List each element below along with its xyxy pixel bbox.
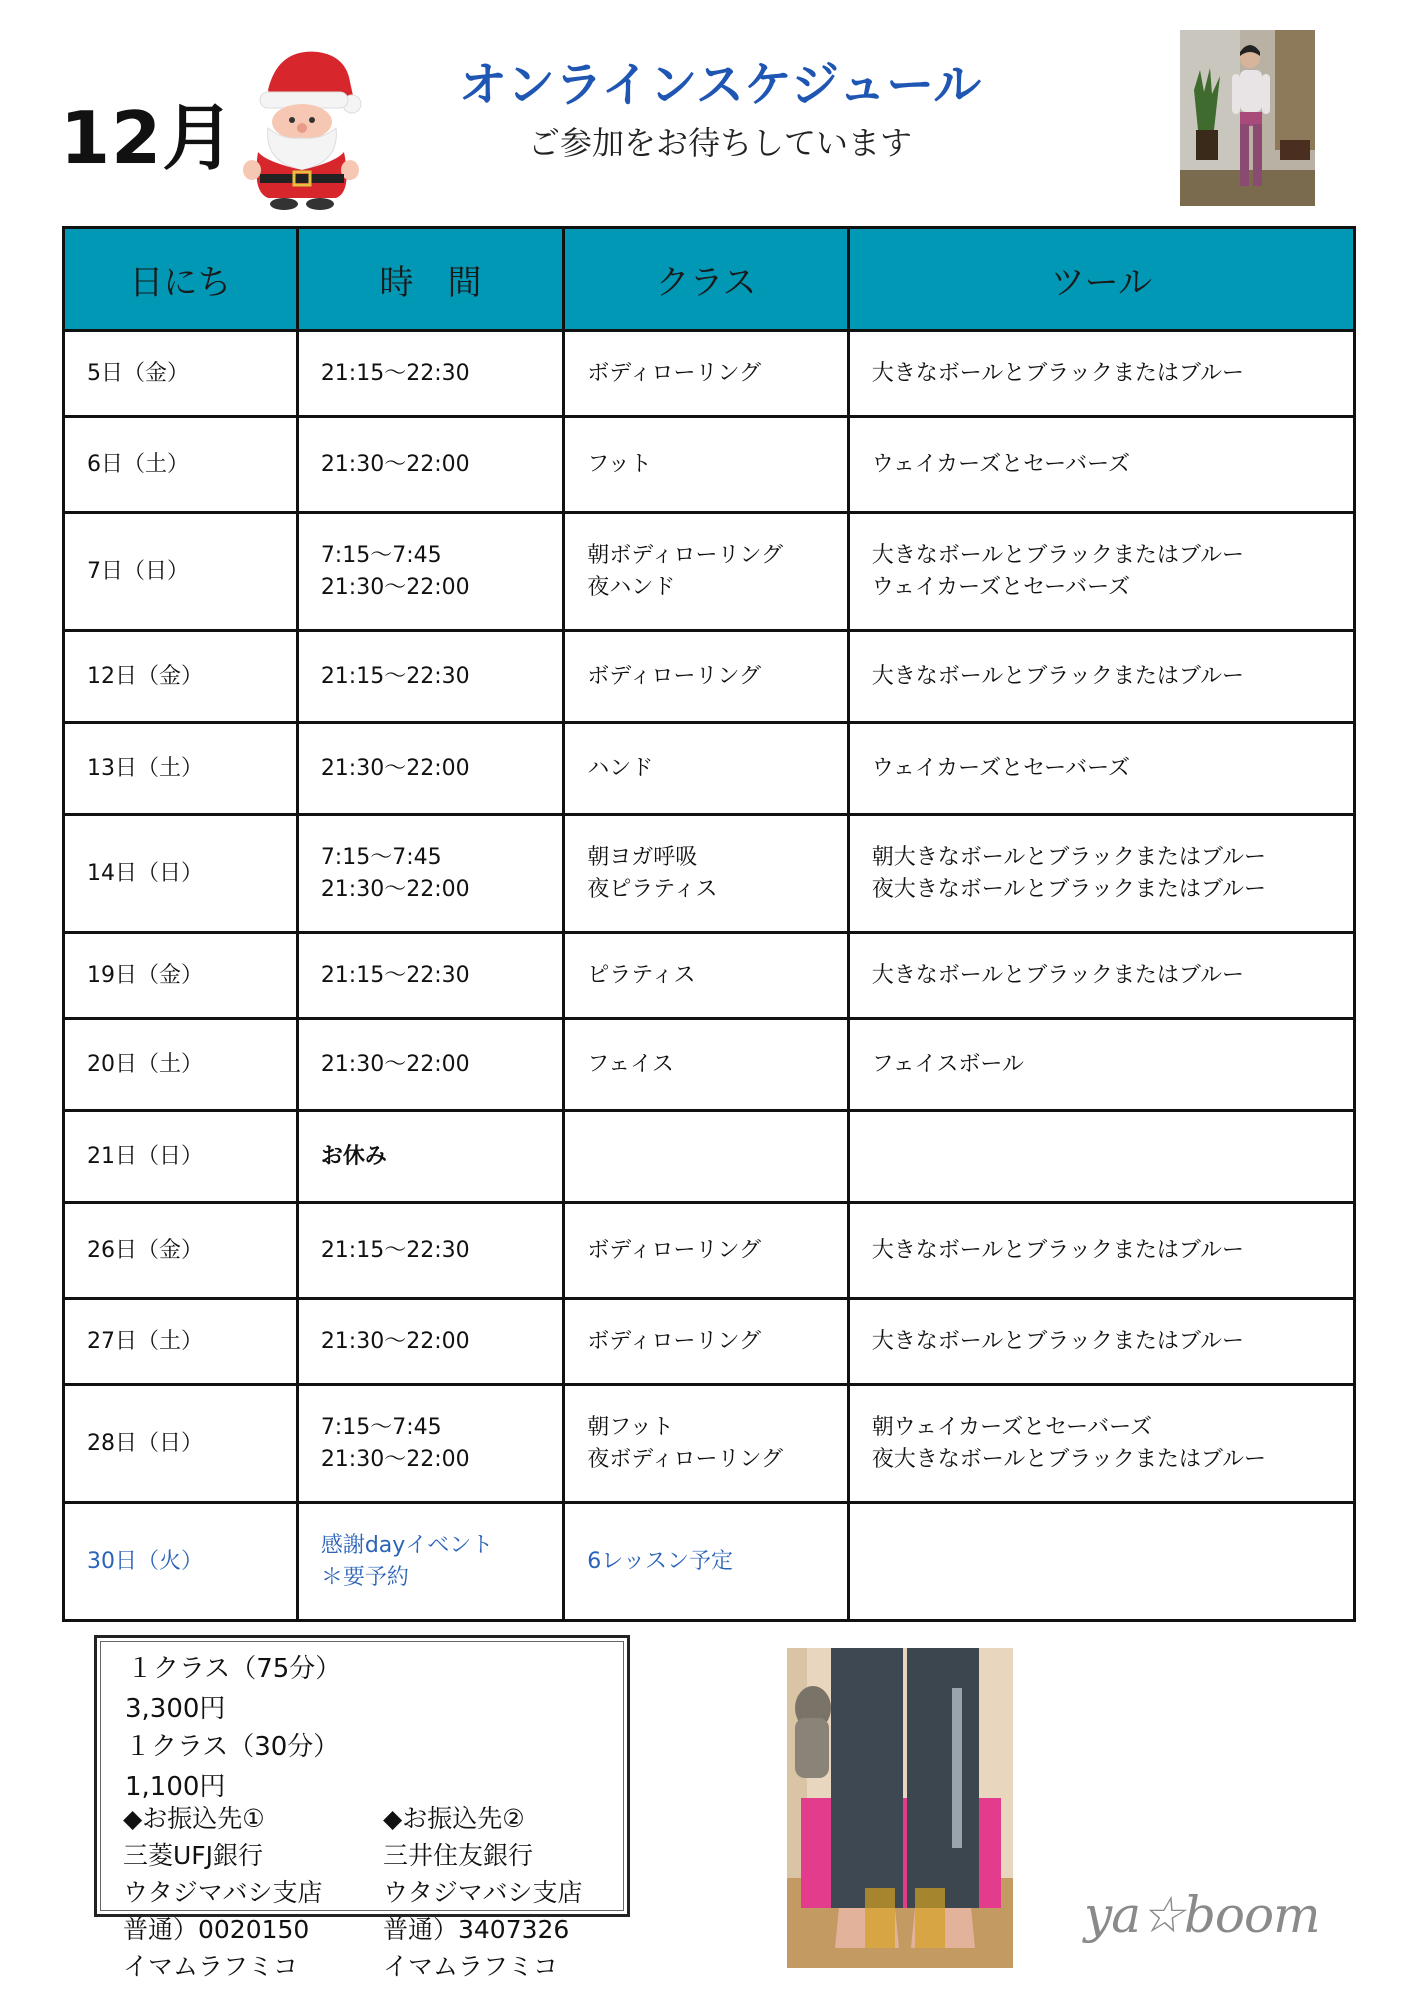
table-row — [64, 1503, 1355, 1621]
pricing-box — [94, 1635, 630, 1981]
table-row — [64, 631, 1355, 723]
cell-class-line: 夜ハンド — [587, 574, 676, 600]
cell-date: 6日（土） — [64, 417, 298, 513]
cell-date: 7日（日） — [64, 513, 298, 631]
bank1-holder: イマムラフミコ — [123, 1952, 299, 1981]
cell-class — [564, 933, 848, 1019]
cell-date: 19日（金） — [64, 933, 298, 1019]
cell-time — [297, 1299, 563, 1385]
cell-tool-line: フェイスボール — [871, 1051, 1024, 1077]
cell-class — [564, 815, 848, 933]
cell-class — [564, 1111, 848, 1203]
cell-tool — [848, 1503, 1354, 1621]
cell-class-line: 夜ピラティス — [587, 876, 718, 902]
cell-class-line: 朝フット — [587, 1414, 674, 1440]
cell-date: 20日（土） — [64, 1019, 298, 1111]
cell-date: 30日（火） — [64, 1503, 298, 1621]
cell-time-line: 21:30〜22:00 — [320, 451, 470, 477]
cell-time — [297, 723, 563, 815]
price-class-75: １クラス（75分） — [127, 1654, 342, 1684]
cell-date: 28日（日） — [64, 1385, 298, 1503]
table-row — [64, 933, 1355, 1019]
cell-time-line: 21:30〜22:00 — [320, 1446, 470, 1472]
cell-time-line: 21:15〜22:30 — [320, 360, 470, 386]
cell-time — [297, 1203, 563, 1299]
cell-class — [564, 1385, 848, 1503]
cell-class-line: ボディローリング — [587, 360, 762, 386]
cell-tool-line: 大きなボールとブラックまたはブルー — [871, 663, 1244, 689]
cell-time-line: 21:30〜22:00 — [320, 876, 470, 902]
col-header-date: 日にち — [64, 228, 298, 331]
bank1-label: ◆お振込先① — [123, 1804, 265, 1833]
cell-date: 14日（日） — [64, 815, 298, 933]
cell-class — [564, 417, 848, 513]
leggings-photo — [787, 1648, 1013, 1968]
cell-time — [297, 1019, 563, 1111]
cell-tool — [848, 1019, 1354, 1111]
table-row — [64, 1111, 1355, 1203]
cell-time-line: 21:30〜22:00 — [320, 574, 470, 600]
bank2-number: 普通）3407326 — [383, 1915, 570, 1944]
cell-date: 26日（金） — [64, 1203, 298, 1299]
svg-text:ya☆boom: ya☆boom — [1084, 1886, 1320, 1944]
cell-tool-line: ウェイカーズとセーバーズ — [871, 755, 1130, 781]
cell-time — [297, 417, 563, 513]
cell-date: 12日（金） — [64, 631, 298, 723]
cell-date: 5日（金） — [64, 331, 298, 417]
cell-time — [297, 513, 563, 631]
cell-tool — [848, 1299, 1354, 1385]
table-row — [64, 417, 1355, 513]
cell-tool-line: ウェイカーズとセーバーズ — [871, 451, 1130, 477]
cell-tool-line: 夜大きなボールとブラックまたはブルー — [871, 876, 1266, 902]
cell-time — [297, 1111, 563, 1203]
cell-time — [297, 1385, 563, 1503]
cell-tool-line: 朝ウェイカーズとセーバーズ — [871, 1414, 1152, 1440]
cell-tool-line: 大きなボールとブラックまたはブルー — [871, 962, 1244, 988]
cell-class-line: ピラティス — [587, 962, 696, 988]
cell-class-line: 6レッスン予定 — [587, 1548, 734, 1574]
bank-account-1 — [123, 1800, 323, 1985]
cell-time-line: 21:15〜22:30 — [320, 663, 470, 689]
price-class-30: １クラス（30分） — [125, 1732, 340, 1762]
cell-tool — [848, 1203, 1354, 1299]
table-row — [64, 513, 1355, 631]
cell-date: 27日（土） — [64, 1299, 298, 1385]
cell-tool — [848, 513, 1354, 631]
cell-time-line: ＊要予約 — [320, 1564, 409, 1590]
table-row — [64, 331, 1355, 417]
bank2-name: 三井住友銀行 — [383, 1841, 534, 1870]
instructor-photo — [1180, 30, 1315, 206]
cell-class-line: ボディローリング — [587, 663, 762, 689]
price-amount-30: 1,100円 — [125, 1772, 226, 1802]
santa-illustration — [238, 42, 363, 210]
cell-class — [564, 331, 848, 417]
col-header-class: クラス — [564, 228, 848, 331]
cell-tool — [848, 331, 1354, 417]
bank-account-2 — [383, 1800, 583, 1985]
cell-time-line: お休み — [320, 1143, 387, 1169]
bank1-name: 三菱UFJ銀行 — [123, 1841, 264, 1870]
price-amount-75: 3,300円 — [125, 1694, 226, 1724]
cell-time-line: 21:30〜22:00 — [320, 755, 470, 781]
cell-tool — [848, 417, 1354, 513]
cell-time-line: 21:30〜22:00 — [320, 1328, 470, 1354]
yaboom-logo — [1080, 1880, 1340, 1950]
cell-time — [297, 1503, 563, 1621]
cell-tool-line: ウェイカーズとセーバーズ — [871, 574, 1130, 600]
table-row — [64, 1385, 1355, 1503]
cell-tool-line: 大きなボールとブラックまたはブルー — [871, 542, 1244, 568]
schedule-body — [64, 331, 1355, 1621]
table-row — [64, 1203, 1355, 1299]
cell-tool — [848, 1111, 1354, 1203]
cell-class-line: ハンド — [587, 755, 654, 781]
cell-tool — [848, 723, 1354, 815]
month-label: 12月 — [60, 96, 236, 180]
cell-time — [297, 331, 563, 417]
cell-class-line: ボディローリング — [587, 1237, 762, 1263]
bank2-label: ◆お振込先② — [383, 1804, 525, 1833]
bank1-number: 普通）0020150 — [123, 1915, 310, 1944]
cell-class-line: ボディローリング — [587, 1328, 762, 1354]
cell-time-line: 21:15〜22:30 — [320, 962, 470, 988]
cell-date: 21日（日） — [64, 1111, 298, 1203]
schedule-table — [62, 226, 1356, 1622]
cell-class — [564, 723, 848, 815]
cell-time — [297, 631, 563, 723]
col-header-time: 時 間 — [297, 228, 563, 331]
table-row — [64, 1019, 1355, 1111]
cell-class — [564, 631, 848, 723]
cell-tool-line: 朝大きなボールとブラックまたはブルー — [871, 844, 1266, 870]
cell-class-line: フット — [587, 451, 652, 477]
cell-time-line: 7:15〜7:45 — [320, 542, 442, 568]
cell-class — [564, 1299, 848, 1385]
cell-tool — [848, 1385, 1354, 1503]
col-header-tool: ツール — [848, 228, 1354, 331]
cell-time-line: 21:15〜22:30 — [320, 1237, 470, 1263]
cell-time — [297, 933, 563, 1019]
page-subtitle: ご参加をお待ちしています — [527, 124, 912, 162]
cell-class — [564, 1019, 848, 1111]
table-row — [64, 723, 1355, 815]
schedule-header-row — [64, 228, 1355, 331]
cell-class — [564, 1503, 848, 1621]
cell-class — [564, 1203, 848, 1299]
table-row — [64, 815, 1355, 933]
cell-class-line: 夜ボディローリング — [587, 1446, 784, 1472]
table-row — [64, 1299, 1355, 1385]
bank2-holder: イマムラフミコ — [383, 1952, 559, 1981]
cell-class-line: 朝ヨガ呼吸 — [587, 844, 698, 870]
cell-tool-line: 大きなボールとブラックまたはブルー — [871, 360, 1244, 386]
cell-tool — [848, 815, 1354, 933]
bank1-branch: ウタジマバシ支店 — [123, 1878, 323, 1907]
page-title: オンラインスケジュール — [458, 57, 982, 113]
cell-tool-line: 夜大きなボールとブラックまたはブルー — [871, 1446, 1266, 1472]
cell-time — [297, 815, 563, 933]
bank2-branch: ウタジマバシ支店 — [383, 1878, 583, 1907]
cell-tool-line: 大きなボールとブラックまたはブルー — [871, 1328, 1244, 1354]
cell-class-line: 朝ボディローリング — [587, 542, 784, 568]
cell-tool-line: 大きなボールとブラックまたはブルー — [871, 1237, 1244, 1263]
cell-time-line: 7:15〜7:45 — [320, 1414, 442, 1440]
cell-time-line: 21:30〜22:00 — [320, 1051, 470, 1077]
cell-class-line: フェイス — [587, 1051, 674, 1077]
cell-tool — [848, 933, 1354, 1019]
cell-date: 13日（土） — [64, 723, 298, 815]
cell-tool — [848, 631, 1354, 723]
cell-class — [564, 513, 848, 631]
cell-time-line: 感謝dayイベント — [320, 1532, 494, 1558]
cell-time-line: 7:15〜7:45 — [320, 844, 442, 870]
